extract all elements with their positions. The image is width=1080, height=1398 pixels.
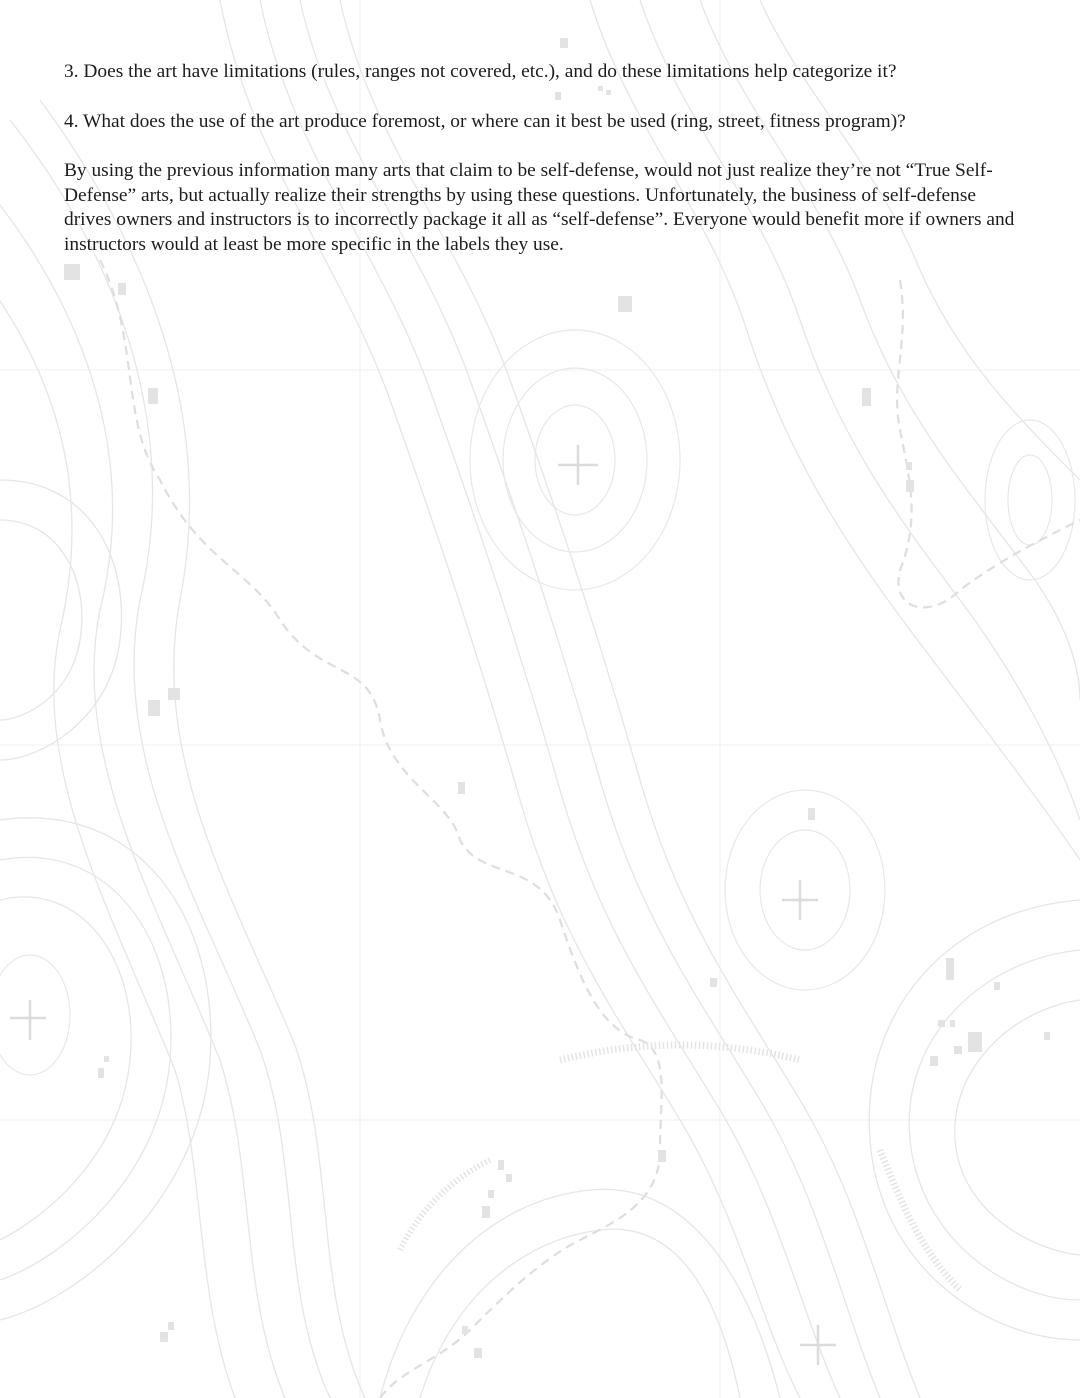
trail-paths <box>100 260 1080 1398</box>
ridge-hatching <box>400 1045 960 1290</box>
question-3-paragraph: 3. Does the art have limitations (rules, ranges not covered, etc.), and do these limitations help categorize it? <box>64 61 897 82</box>
conclusion-paragraph: By using the previous information many arts that claim to be self-defense, would not just realize they’re not “True Self-Defense” arts, but actually realize their strengths by using these questions. Unfortunately, the business of self-defense drives owners and instructors is to incorrectly package it all as “self-defense”. Everyone would benefit more if owners and instructors would at least be more specific in the labels they use. <box>64 160 1015 255</box>
question-4-paragraph: 4. What does the use of the art produce foremost, or where can it best be used (ring, street, fitness program)? <box>64 110 906 132</box>
document-body <box>64 60 1020 257</box>
survey-cross-marks <box>10 445 836 1365</box>
peak-contours <box>0 330 1075 1075</box>
